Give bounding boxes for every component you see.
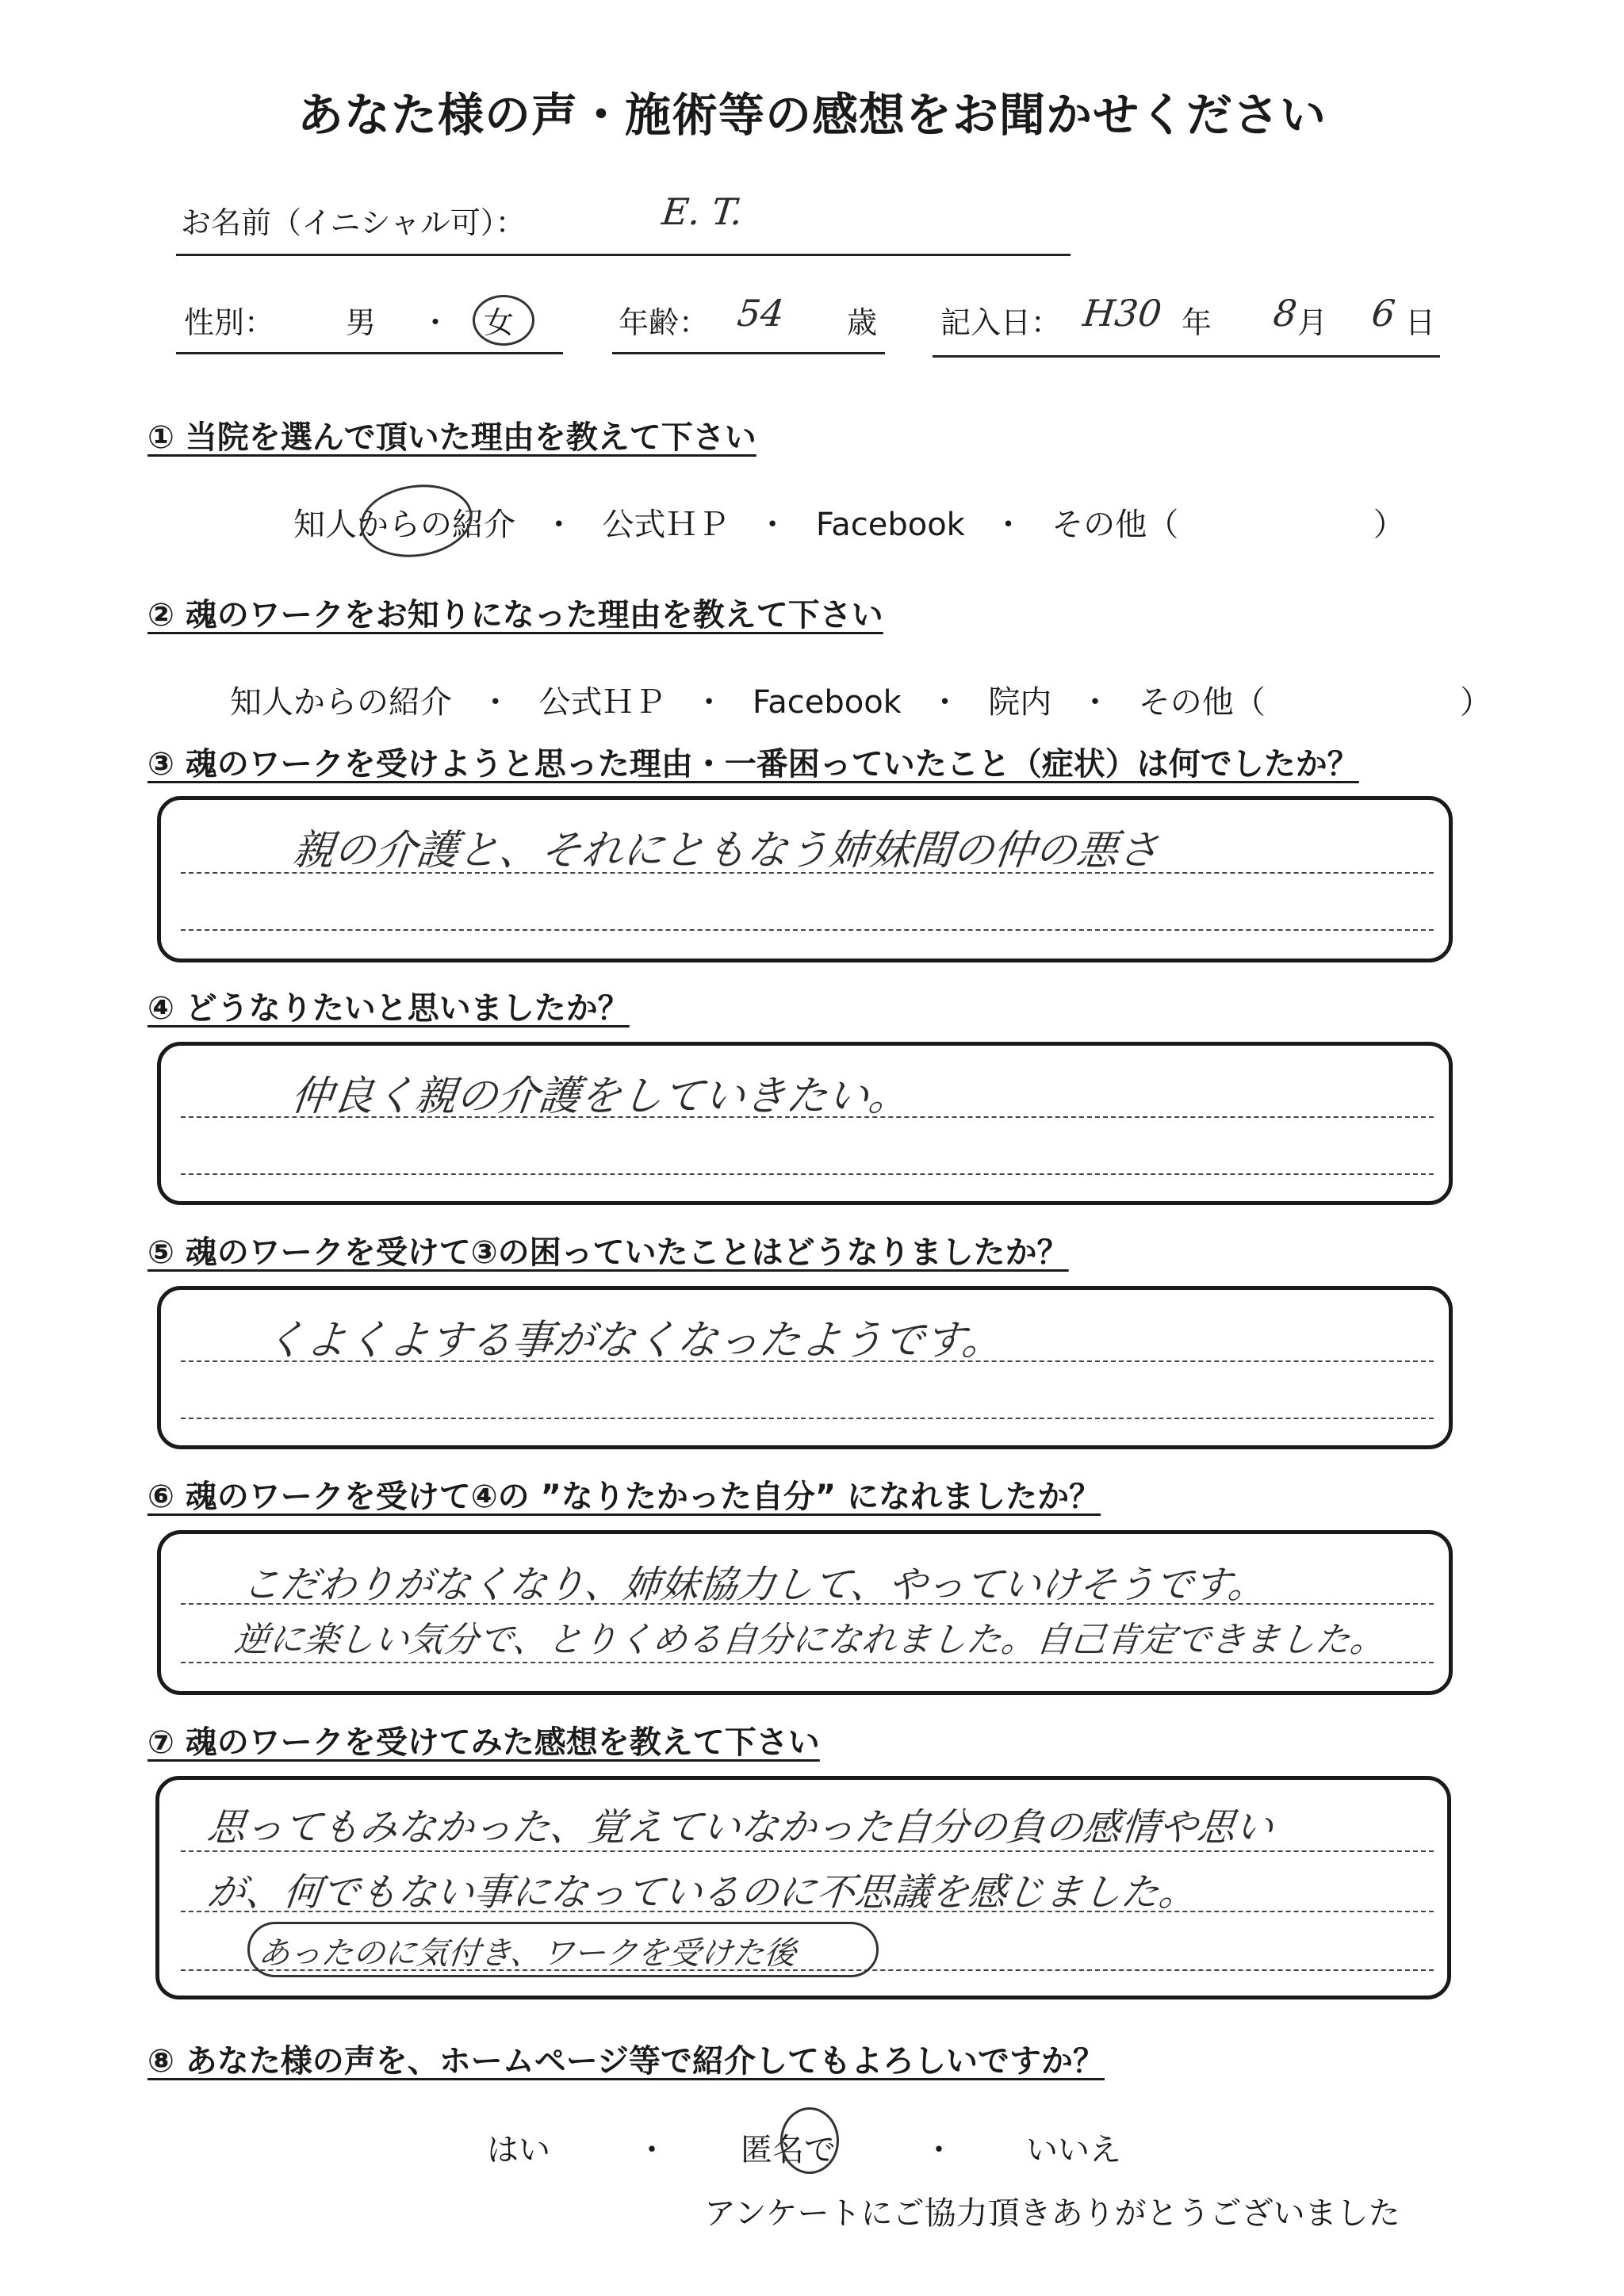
q1-heading: ① 当院を選んで頂いた理由を教えて下さい xyxy=(147,419,756,456)
q7-heading: ⑦ 魂のワークを受けてみた感想を教えて下さい xyxy=(147,1724,820,1761)
date-label: 記入日： xyxy=(940,305,1062,340)
q8-separator: ・ xyxy=(636,2132,668,2168)
age-label: 年齢： xyxy=(619,305,710,340)
date-day-unit: 日 xyxy=(1405,305,1436,340)
gender-label: 性別： xyxy=(184,305,275,340)
q6-heading: ⑥ 魂のワークを受けて④の ”なりたかった自分” になれましたか？ xyxy=(147,1479,1101,1515)
selection-circle xyxy=(355,478,477,564)
q5-answer-line-1: くよくよする事がなくなったようです。 xyxy=(262,1317,1006,1364)
q1-option-other[interactable]: その他（ xyxy=(1051,507,1179,543)
q2-option-referral[interactable]: 知人からの紹介 xyxy=(230,684,452,721)
name-label: お名前（イニシャル可）： xyxy=(181,205,526,240)
q3-heading: ③ 魂のワークを受けようと思った理由・一番困っていたこと（症状）は何でしたか？ xyxy=(147,746,1359,783)
name-underline xyxy=(176,254,1071,256)
date-underline xyxy=(933,355,1440,358)
answer-line xyxy=(181,1173,1434,1175)
q7-answer-line-1: 思ってもみなかった、覚えていなかった自分の負の感情や思い xyxy=(205,1805,1276,1850)
date-era-year[interactable]: H30 xyxy=(1081,292,1164,335)
q2-option-website[interactable]: 公式ＨＰ xyxy=(538,684,666,721)
age-unit: 歳 xyxy=(847,305,878,340)
q1-option-facebook[interactable]: Facebook xyxy=(815,507,965,543)
q8-option-yes[interactable]: はい xyxy=(487,2132,550,2168)
age-underline xyxy=(612,352,885,354)
gender-separator: ・ xyxy=(420,305,451,340)
name-value[interactable]: E. T. xyxy=(660,190,745,233)
gender-male[interactable]: 男 xyxy=(346,305,377,340)
insert-bubble xyxy=(247,1922,879,1977)
q2-options: 知人からの紹介 ・ 公式ＨＰ ・ Facebook ・ 院内 ・ その他（ ） xyxy=(230,684,1492,721)
q2-option-facebook[interactable]: Facebook xyxy=(752,684,902,721)
q2-option-other[interactable]: その他（ xyxy=(1138,684,1266,721)
gender-female[interactable]: 女 xyxy=(484,305,515,340)
q8-separator: ・ xyxy=(923,2132,955,2168)
q7-answer-insert: あったのに気付き、ワークを受けた後 xyxy=(256,1935,799,1972)
q6-answer-line-1: こだわりがなくなり、姉妹協力して、やっていけそうです。 xyxy=(239,1563,1269,1607)
q8-option-anonymous[interactable]: 匿名で xyxy=(741,2132,836,2168)
selection-circle xyxy=(473,295,534,346)
date-day[interactable]: 6 xyxy=(1369,292,1398,335)
q1-option-referral[interactable]: 知人からの紹介 xyxy=(293,507,515,543)
q3-answer-line-1: 親の介護と、それにともなう姉妹間の仲の悪さ xyxy=(290,827,1162,874)
q5-heading: ⑤ 魂のワークを受けて③の困っていたことはどうなりましたか？ xyxy=(147,1234,1069,1271)
q2-option-in-clinic[interactable]: 院内 xyxy=(988,684,1052,721)
date-month-unit: 月 xyxy=(1297,305,1328,340)
q7-answer-line-2: が、何でもない事になっているのに不思議を感じました。 xyxy=(205,1870,1200,1915)
date-year-unit: 年 xyxy=(1182,305,1212,340)
age-value[interactable]: 54 xyxy=(735,292,787,335)
answer-line xyxy=(181,1418,1434,1419)
q1-options: 知人からの紹介 ・ 公式ＨＰ ・ Facebook ・ その他（ ） xyxy=(293,507,1405,543)
page-title: あなた様の声・施術等の感想をお聞かせください xyxy=(297,88,1327,142)
selection-circle xyxy=(780,2107,839,2174)
q8-heading: ⑧ あなた様の声を、ホームページ等で紹介してもよろしいですか？ xyxy=(147,2043,1105,2080)
q1-option-website[interactable]: 公式ＨＰ xyxy=(602,507,730,543)
q4-heading: ④ どうなりたいと思いましたか？ xyxy=(147,990,630,1027)
date-month[interactable]: 8 xyxy=(1271,292,1300,335)
thanks-message: アンケートにご協力頂きありがとうございました xyxy=(704,2195,1400,2232)
q6-answer-line-2: 逆に楽しい気分で、とりくめる自分になれました。自己肯定できました。 xyxy=(232,1620,1388,1660)
answer-line xyxy=(181,929,1434,931)
q2-heading: ② 魂のワークをお知りになった理由を教えて下さい xyxy=(147,597,883,633)
gender-underline xyxy=(176,352,563,354)
q8-option-no[interactable]: いいえ xyxy=(1026,2132,1121,2168)
q4-answer-line-1: 仲良く親の介護をしていきたい。 xyxy=(289,1073,913,1120)
answer-line xyxy=(181,1662,1434,1663)
